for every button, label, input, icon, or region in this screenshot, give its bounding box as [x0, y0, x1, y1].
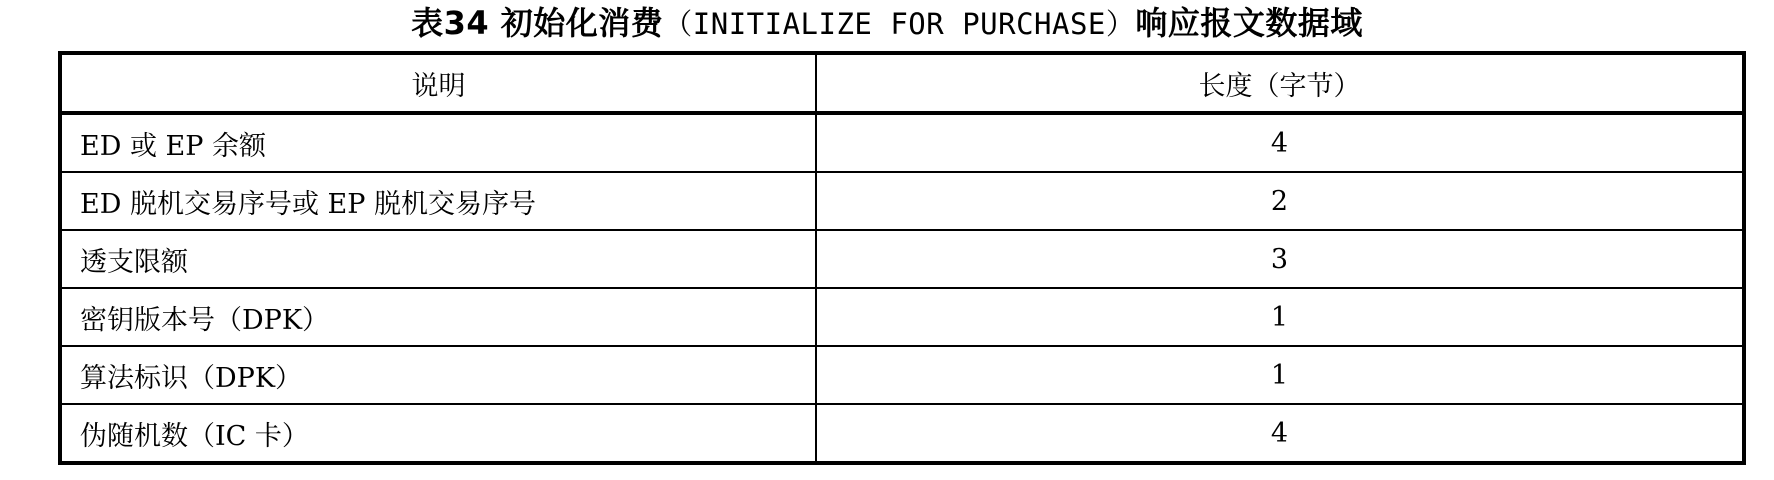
table-row — [60, 346, 1744, 404]
table-row — [60, 404, 1744, 463]
table-row — [60, 230, 1744, 288]
table-row — [60, 113, 1744, 172]
row-description: 透支限额 — [60, 230, 816, 288]
row-length: 2 — [816, 172, 1744, 230]
row-description: ED 或 EP 余额 — [60, 113, 816, 172]
data-field-table — [58, 51, 1746, 465]
header-description: 说明 — [60, 53, 816, 113]
caption-english: （INITIALIZE FOR PURCHASE） — [663, 7, 1136, 41]
table-caption — [0, 0, 1774, 50]
table-row — [60, 172, 1744, 230]
header-row — [60, 53, 1744, 113]
header-length: 长度（字节） — [816, 53, 1744, 113]
row-length: 3 — [816, 230, 1744, 288]
caption-prefix: 表34 初始化消费 — [411, 4, 664, 42]
row-length: 4 — [816, 404, 1744, 463]
table-row — [60, 288, 1744, 346]
row-description: 伪随机数（IC 卡） — [60, 404, 816, 463]
row-description: ED 脱机交易序号或 EP 脱机交易序号 — [60, 172, 816, 230]
row-description: 算法标识（DPK） — [60, 346, 816, 404]
row-length: 4 — [816, 113, 1744, 172]
row-length: 1 — [816, 346, 1744, 404]
row-length: 1 — [816, 288, 1744, 346]
row-description: 密钥版本号（DPK） — [60, 288, 816, 346]
caption-suffix: 响应报文数据域 — [1135, 4, 1363, 42]
